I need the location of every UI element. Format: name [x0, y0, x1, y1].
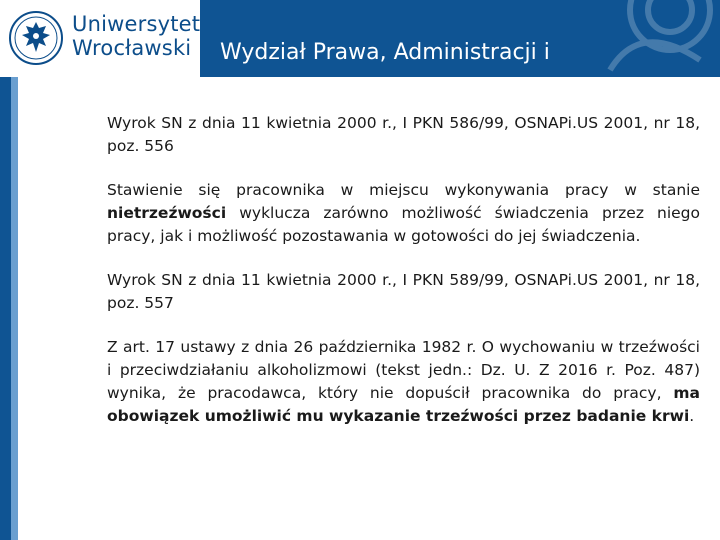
- main-content: [107, 112, 700, 449]
- ruling-summary-1: [107, 179, 700, 248]
- ruling-summary-2: [107, 336, 700, 428]
- logo-line1: Uniwersytet: [72, 12, 201, 36]
- header: [0, 0, 720, 115]
- summary-2-text-end: .: [689, 407, 695, 425]
- page-title: Wydział Prawa, Administracji i Ekonomii: [220, 40, 550, 115]
- ruling-citation-2: Wyrok SN z dnia 11 kwietnia 2000 r., I PKN 589/99, OSNAPi.US 2001, nr 18, poz. 557: [107, 271, 700, 312]
- summary-2-text-start: Z art. 17 ustawy z dnia 26 października 1982 r. O wychowaniu w trzeźwości i przeciwdziałaniu alkoholizmowi (tekst jedn.: Dz. U. Z 2016 r. Poz. 487) wynika, że pracodawca, który nie dopuścił pracownika do pracy,: [107, 338, 700, 402]
- title-bar: [200, 0, 720, 115]
- ruling-citation-1: Wyrok SN z dnia 11 kwietnia 2000 r., I PKN 586/99, OSNAPi.US 2001, nr 18, poz. 556: [107, 114, 700, 155]
- summary-1-bold: nietrzeźwości: [107, 204, 227, 222]
- university-name: [72, 12, 201, 60]
- summary-1-text-end: wyklucza zarówno możliwość świadczenia przez niego pracy, jak i możliwość pozostawania w gotowości do jej świadczenia.: [107, 204, 700, 245]
- summary-2-bold: ma obowiązek umożliwić mu wykazanie trzeźwości przez badanie krwi: [107, 384, 700, 425]
- left-accent-band-light: [11, 77, 18, 540]
- logo-line2: Wrocławski: [72, 36, 192, 60]
- summary-1-text-start: Stawienie się pracownika w miejscu wykonywania pracy w stanie: [107, 181, 700, 199]
- logo: [0, 0, 200, 77]
- university-eagle-icon: [8, 8, 64, 68]
- left-accent-band: [0, 77, 11, 540]
